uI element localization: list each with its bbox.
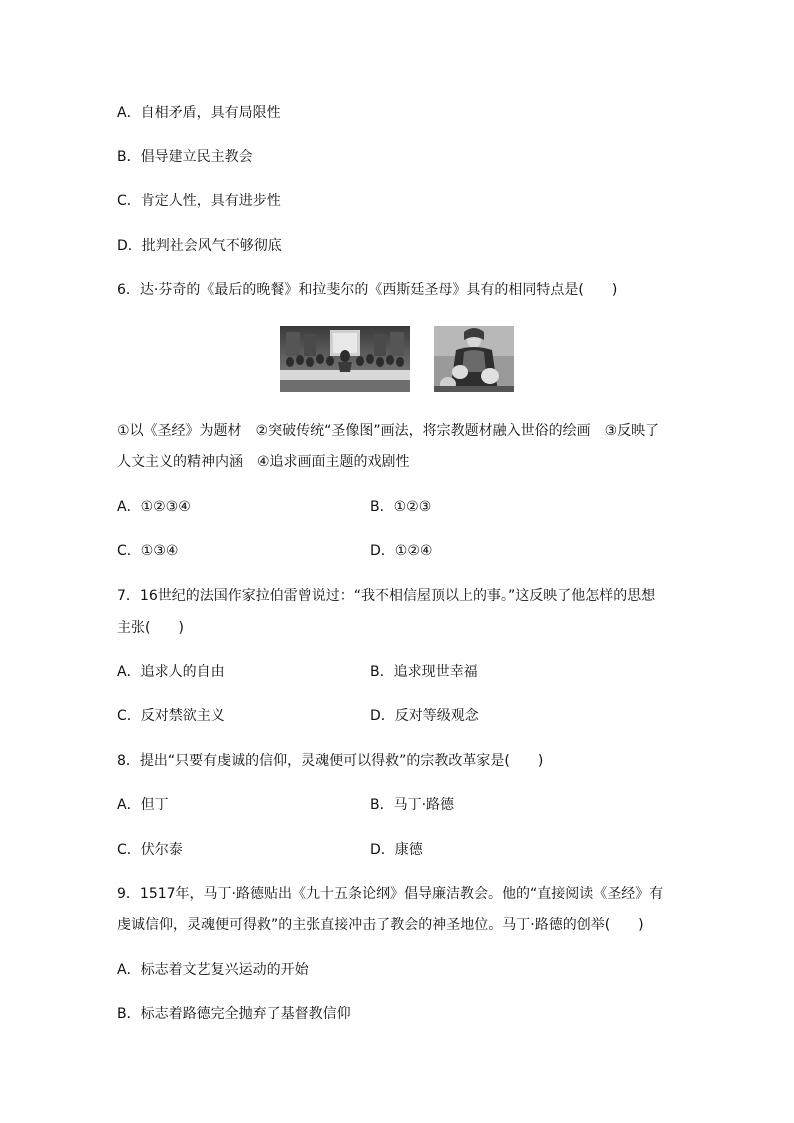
q8-option-c: C．伏尔泰 — [117, 842, 183, 858]
q6-option-a: A．①②③④ — [117, 499, 191, 515]
q7-option-b: B．追求现世幸福 — [370, 664, 478, 680]
q9-stem-line1: 9．1517年，马丁·路德贴出《九十五条论纲》倡导廉洁教会。他的“直接阅读《圣经》有 — [117, 886, 664, 902]
q7-stem-line1: 7．16世纪的法国作家拉伯雷曾说过：“我不相信屋顶以上的事。”这反映了他怎样的思想 — [117, 588, 656, 604]
q8-option-a: A．但丁 — [117, 797, 169, 813]
q7-option-d: D．反对等级观念 — [370, 708, 479, 724]
q9-option-b: B．标志着路德完全抛弃了基督教信仰 — [117, 1006, 351, 1022]
q8-option-b: B．马丁·路德 — [370, 797, 455, 813]
q5-option-d: D．批判社会风气不够彻底 — [117, 238, 282, 254]
q5-option-c: C．肯定人性，具有进步性 — [117, 193, 281, 209]
q6-option-b: B．①②③ — [370, 499, 432, 515]
sistine-madonna-painting — [434, 326, 514, 392]
q6-option-d: D．①②④ — [370, 543, 433, 559]
q7-option-c: C．反对禁欲主义 — [117, 708, 225, 724]
q9-stem-line2: 虔诚信仰，灵魂便可得救”的主张直接冲击了教会的神圣地位。马丁·路德的创举( ) — [117, 917, 644, 933]
q7-option-a: A．追求人的自由 — [117, 664, 225, 680]
q6-option-c: C．①③④ — [117, 543, 179, 559]
q6-statements-line1: ①以《圣经》为题材 ②突破传统“圣像图”画法，将宗教题材融入世俗的绘画 ③反映了 — [117, 423, 660, 439]
q6-figures — [280, 326, 520, 392]
q5-option-a: A．自相矛盾，具有局限性 — [117, 105, 281, 121]
q7-stem-line2: 主张( ) — [117, 620, 184, 636]
last-supper-painting — [280, 326, 410, 392]
q5-option-b: B．倡导建立民主教会 — [117, 149, 253, 165]
q6-statements-line2: 人文主义的精神内涵 ④追求画面主题的戏剧性 — [117, 454, 410, 470]
q6-stem: 6．达·芬奇的《最后的晚餐》和拉斐尔的《西斯廷圣母》具有的相同特点是( ) — [117, 282, 618, 298]
q8-option-d: D．康德 — [370, 842, 423, 858]
q9-option-a: A．标志着文艺复兴运动的开始 — [117, 962, 309, 978]
q8-stem: 8．提出“只要有虔诚的信仰，灵魂便可以得救”的宗教改革家是( ) — [117, 753, 544, 769]
